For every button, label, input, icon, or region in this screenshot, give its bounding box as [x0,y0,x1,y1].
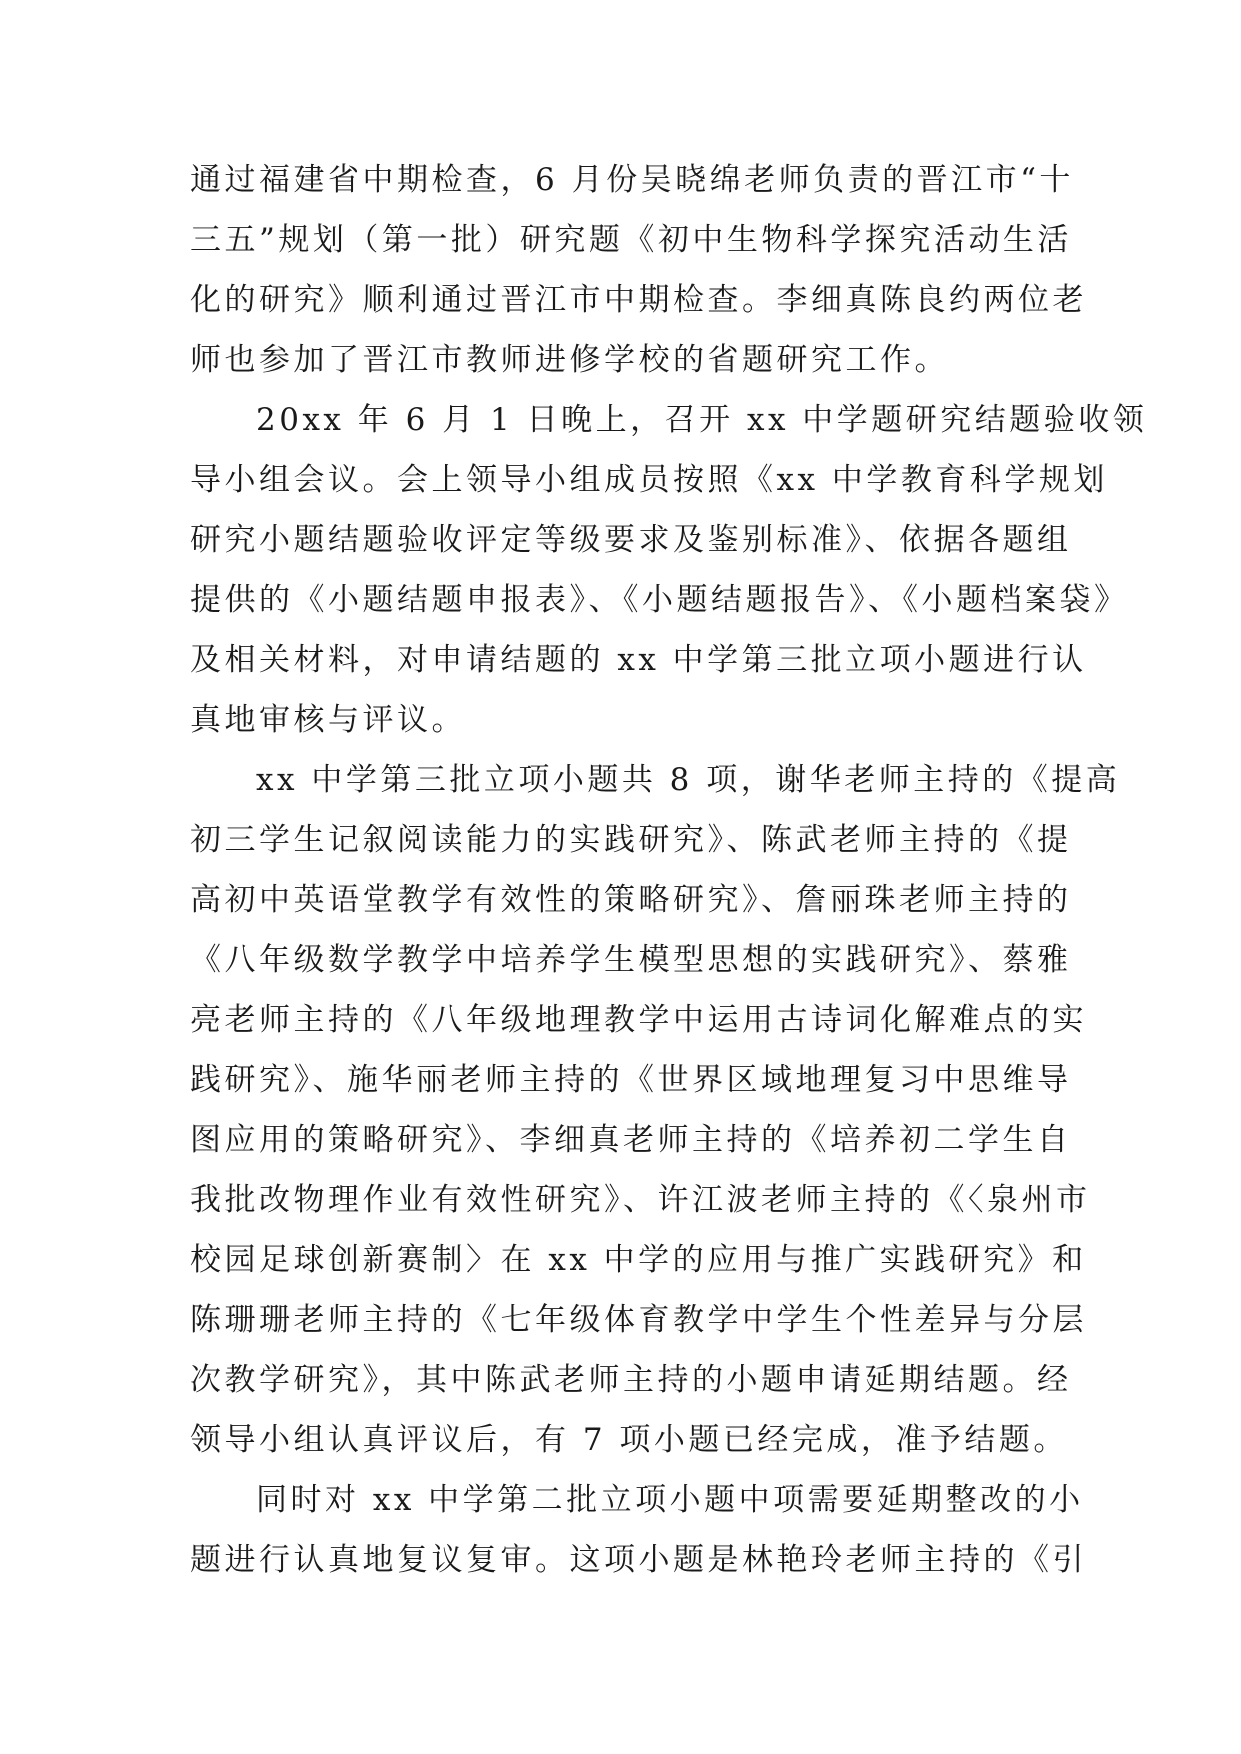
text-line: 真地审核与评议。 [190,702,466,738]
text-line: 领导小组认真评议后，有 7 项小题已经完成，准予结题。 [190,1422,1068,1458]
text-line: 次教学研究》，其中陈武老师主持的小题申请延期结题。经 [190,1362,1072,1398]
text-line: 校园足球创新赛制〉在 xx 中学的应用与推广实践研究》和 [190,1242,1087,1278]
text-line: 三五”规划（第一批）研究题《初中生物科学探究活动生活 [190,222,1072,258]
paragraph-3 [190,750,1121,1470]
text-line: 我批改物理作业有效性研究》、许江波老师主持的《〈泉州市 [190,1182,1091,1218]
text-line: 亮老师主持的《八年级地理教学中运用古诗词化解难点的实 [190,1002,1087,1038]
text-line: 通过福建省中期检查，6 月份吴晓绵老师负责的晋江市“十 [190,162,1074,198]
text-line: 陈珊珊老师主持的《七年级体育教学中学生个性差异与分层 [190,1302,1087,1338]
text-line: 及相关材料，对申请结题的 xx 中学第三批立项小题进行认 [190,642,1087,678]
text-line: 导小组会议。会上领导小组成员按照《xx 中学教育科学规划 [190,462,1108,498]
paragraph-4 [190,1470,1087,1590]
text-line: 高初中英语堂教学有效性的策略研究》、詹丽珠老师主持的 [190,882,1072,918]
text-line: xx 中学第三批立项小题共 8 项，谢华老师主持的《提高 [256,762,1121,798]
text-line: 图应用的策略研究》、李细真老师主持的《培养初二学生自 [190,1122,1072,1158]
document-body [190,150,1148,1590]
paragraph-2 [190,390,1148,750]
text-line: 研究小题结题验收评定等级要求及鉴别标准》、依据各题组 [190,522,1072,558]
text-line: 师也参加了晋江市教师进修学校的省题研究工作。 [190,342,949,378]
text-line: 提供的《小题结题申报表》、《小题结题报告》、《小题档案袋》 [190,582,1129,618]
text-line: 同时对 xx 中学第二批立项小题中项需要延期整改的小 [256,1482,1084,1518]
text-line: 初三学生记叙阅读能力的实践研究》、陈武老师主持的《提 [190,822,1072,858]
text-line: 践研究》、施华丽老师主持的《世界区域地理复习中思维导 [190,1062,1072,1098]
paragraph-1 [190,150,1087,390]
text-line: 题进行认真地复议复审。这项小题是林艳玲老师主持的《引 [190,1542,1087,1578]
text-line: 化的研究》顺利通过晋江市中期检查。李细真陈良约两位老 [190,282,1087,318]
text-line: 《八年级数学教学中培养学生模型思想的实践研究》、蔡雅 [190,942,1072,978]
text-line: 20xx 年 6 月 1 日晚上，召开 xx 中学题研究结题验收领 [256,402,1148,438]
